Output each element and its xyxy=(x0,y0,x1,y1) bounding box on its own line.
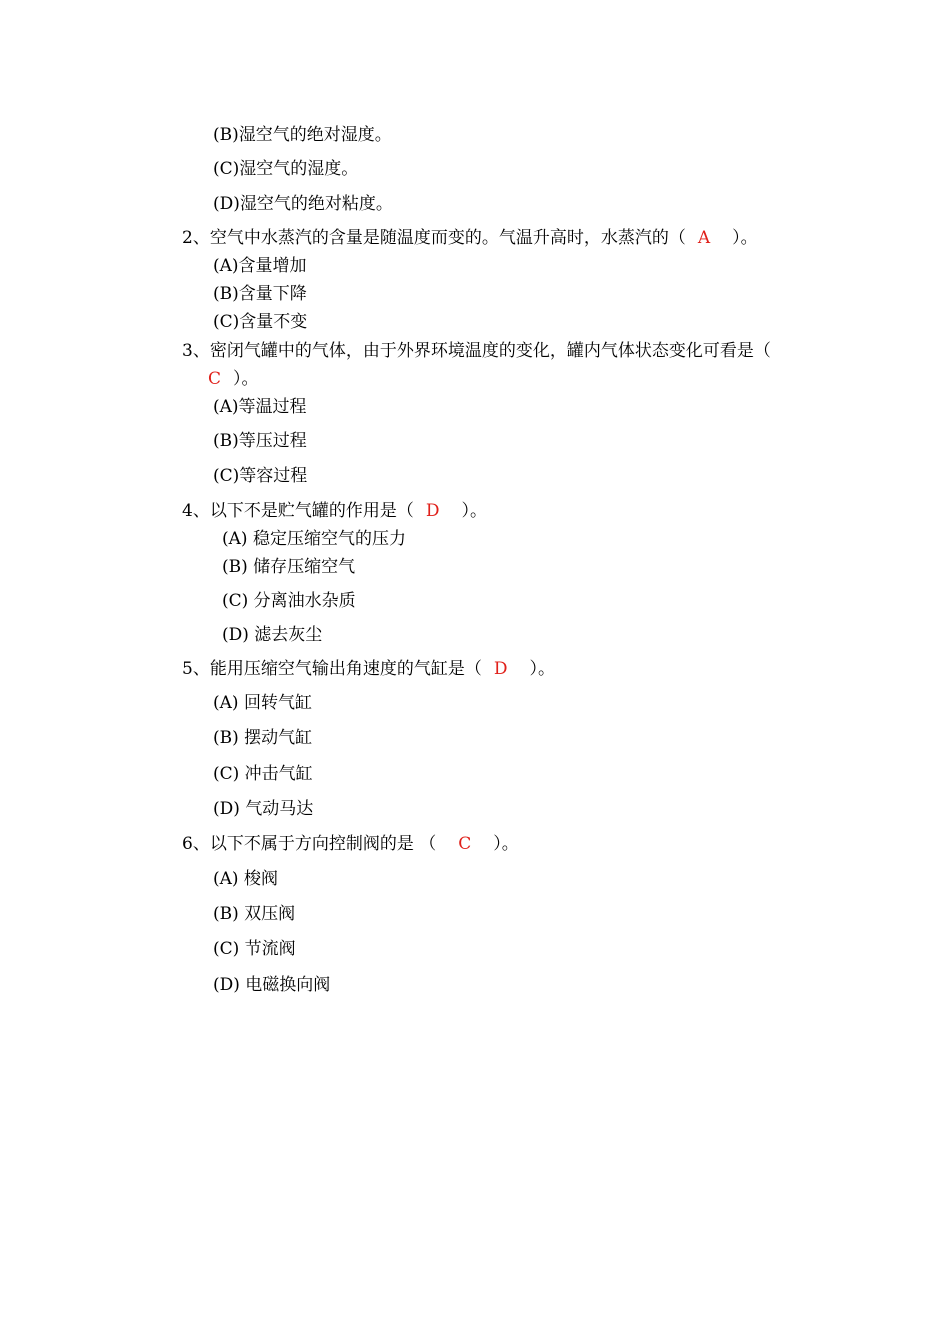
q3-stem-continued xyxy=(208,368,259,390)
q3-option-a: (A)等温过程 xyxy=(213,397,307,417)
q2-stem xyxy=(182,227,758,249)
q4-answer: D xyxy=(425,501,440,521)
q3-answer: C xyxy=(208,369,222,389)
q4-stem xyxy=(182,500,487,522)
q1-option-c: (C)湿空气的湿度。 xyxy=(213,159,359,179)
q4-prefix: 4、以下不是贮气罐的作用是（ xyxy=(182,501,414,521)
q3-option-b: (B)等压过程 xyxy=(213,431,307,451)
q4-suffix: ）。 xyxy=(461,501,487,521)
q6-answer: C xyxy=(458,834,472,854)
q5-suffix: ）。 xyxy=(529,659,555,679)
q1-option-b: (B)湿空气的绝对湿度。 xyxy=(213,125,392,145)
q6-prefix: 6、以下不属于方向控制阀的是 （ xyxy=(182,834,437,854)
q6-suffix: ）。 xyxy=(493,834,519,854)
q2-option-c: (C)含量不变 xyxy=(213,312,308,332)
q2-answer: A xyxy=(697,228,711,248)
q2-option-b: (B)含量下降 xyxy=(213,284,307,304)
q5-prefix: 5、能用压缩空气输出角速度的气缸是（ xyxy=(182,659,482,679)
q2-option-a: (A)含量增加 xyxy=(213,256,307,276)
q6-option-c: (C) 节流阀 xyxy=(213,939,296,959)
q6-stem xyxy=(182,833,519,855)
q4-option-a: (A) 稳定压缩空气的压力 xyxy=(222,529,406,549)
q3-stem: 3、密闭气罐中的气体，由于外界环境温度的变化，罐内气体状态变化可看是（ xyxy=(182,341,771,361)
q5-option-b: (B) 摆动气缸 xyxy=(213,728,313,748)
q1-option-d: (D)湿空气的绝对粘度。 xyxy=(213,194,393,214)
q6-option-b: (B) 双压阀 xyxy=(213,904,296,924)
q2-suffix: ）。 xyxy=(732,228,758,248)
q4-option-b: (B) 储存压缩空气 xyxy=(222,557,356,577)
q5-option-c: (C) 冲击气缸 xyxy=(213,764,313,784)
q3-option-c: (C)等容过程 xyxy=(213,466,308,486)
q5-option-a: (A) 回转气缸 xyxy=(213,693,312,713)
q5-option-d: (D) 气动马达 xyxy=(213,799,314,819)
q4-option-d: (D) 滤去灰尘 xyxy=(222,625,323,645)
q3-suffix: ）。 xyxy=(233,369,259,389)
q5-answer: D xyxy=(493,659,508,679)
q6-option-a: (A) 梭阀 xyxy=(213,869,278,889)
q2-prefix: 2、空气中水蒸汽的含量是随温度而变的。气温升高时，水蒸汽的（ xyxy=(182,228,686,248)
q5-stem xyxy=(182,658,555,680)
q6-option-d: (D) 电磁换向阀 xyxy=(213,975,331,995)
q4-option-c: (C) 分离油水杂质 xyxy=(222,591,356,611)
